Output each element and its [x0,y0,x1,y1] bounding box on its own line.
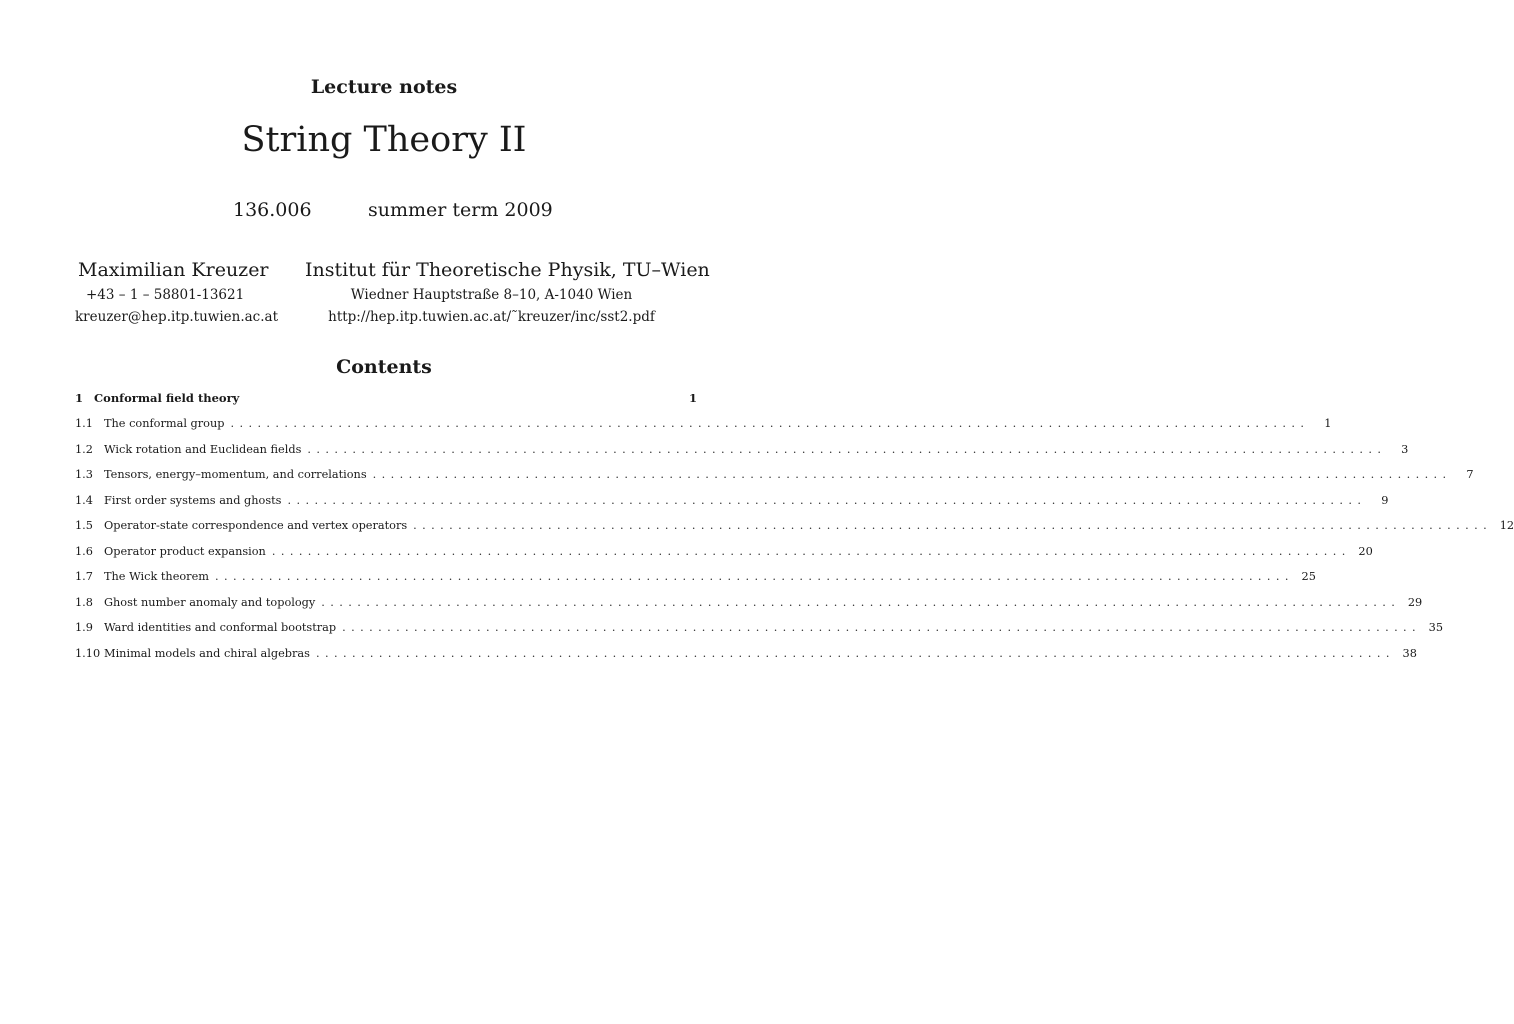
toc-chapter-number: 1 [75,391,84,405]
toc-dot-leader: ........................................................................................................................ [287,493,1367,507]
table-of-contents [75,391,1514,672]
toc-dot-leader: ........................................................................................................................ [372,468,1452,481]
toc-section-entry[interactable] [75,544,1373,571]
toc-section-number: 1.10 [75,646,101,660]
toc-section-page: 35 [1428,621,1444,634]
toc-dot-leader: ........................................................................................................................ [271,544,1351,558]
toc-section-number: 1.1 [75,417,93,430]
toc-section-title: Operator-state correspondence and vertex operators [104,519,413,532]
institute-name: Institut für Theoretische Physik, TU–Wien [305,259,710,281]
toc-section-number: 1.7 [75,570,93,583]
toc-section-page: 25 [1301,570,1316,583]
toc-section-page: 20 [1358,544,1373,558]
toc-section-page: 3 [1401,442,1409,456]
contents-heading: Contents [336,356,432,378]
toc-dot-leader: ........................................................................................................................ [413,519,1493,532]
toc-dot-leader: ........................................................................................................................ [214,570,1294,583]
toc-section-number: 1.4 [75,493,93,507]
lecture-notes-label: Lecture notes [310,76,458,98]
toc-section-entry[interactable] [75,646,1417,673]
toc-dot-leader: ........................................................................................................................ [307,442,1387,456]
toc-dot-leader: ........................................................................................................................ [230,417,1310,430]
toc-section-title: Ghost number anomaly and topology [104,596,321,609]
toc-dot-leader: ........................................................................................................................ [321,595,1401,609]
term: summer term 2009 [368,199,553,221]
toc-section-title: Ward identities and conformal bootstrap [104,621,342,634]
toc-section-entry[interactable] [75,442,1409,469]
toc-section-entry[interactable] [75,595,1423,622]
toc-section-title: Minimal models and chiral algebras [104,647,316,660]
document-title: String Theory II [241,120,527,160]
author-phone: +43 – 1 – 58801-13621 [86,287,245,303]
toc-section-number: 1.6 [75,544,93,558]
toc-section-entry[interactable] [75,519,1514,545]
toc-chapter-page: 1 [688,391,697,405]
toc-section-page: 1 [1324,417,1332,430]
institute-address: Wiedner Hauptstraße 8–10, A-1040 Wien [350,287,633,303]
toc-section-entry[interactable] [75,493,1389,520]
author-email: kreuzer@hep.itp.tuwien.ac.at [75,309,279,325]
toc-section-title: The conformal group [104,417,230,430]
toc-section-number: 1.8 [75,595,93,609]
toc-section-number: 1.5 [75,519,93,532]
toc-section-number: 1.3 [75,468,93,481]
course-code: 136.006 [233,199,312,221]
author-name: Maximilian Kreuzer [78,259,269,281]
toc-section-page: 12 [1499,519,1514,532]
toc-section-page: 38 [1402,646,1417,660]
toc-section-number: 1.9 [75,621,93,634]
toc-chapter-title: Conformal field theory [94,391,245,405]
toc-section-entry[interactable] [75,621,1444,647]
toc-section-page: 9 [1381,493,1389,507]
toc-dot-leader: ........................................................................................................................ [342,621,1422,634]
toc-section-number: 1.2 [75,442,93,456]
toc-section-page: 7 [1466,468,1474,481]
toc-section-title: First order systems and ghosts [104,494,287,507]
toc-section-page: 29 [1407,595,1423,609]
toc-section-entry[interactable] [75,468,1474,494]
toc-section-title: The Wick theorem [104,570,215,583]
toc-section-entry[interactable] [75,417,1332,443]
toc-section-entry[interactable] [75,570,1316,596]
toc-section-title: Wick rotation and Euclidean fields [104,443,307,456]
toc-chapter-entry[interactable] [75,391,697,417]
toc-section-title: Tensors, energy–momentum, and correlations [104,468,373,481]
toc-section-title: Operator product expansion [104,545,272,558]
toc-dot-leader: ........................................................................................................................ [315,646,1395,660]
institute-url[interactable]: http://hep.itp.tuwien.ac.at/˜kreuzer/inc/sst2.pdf [328,309,655,325]
